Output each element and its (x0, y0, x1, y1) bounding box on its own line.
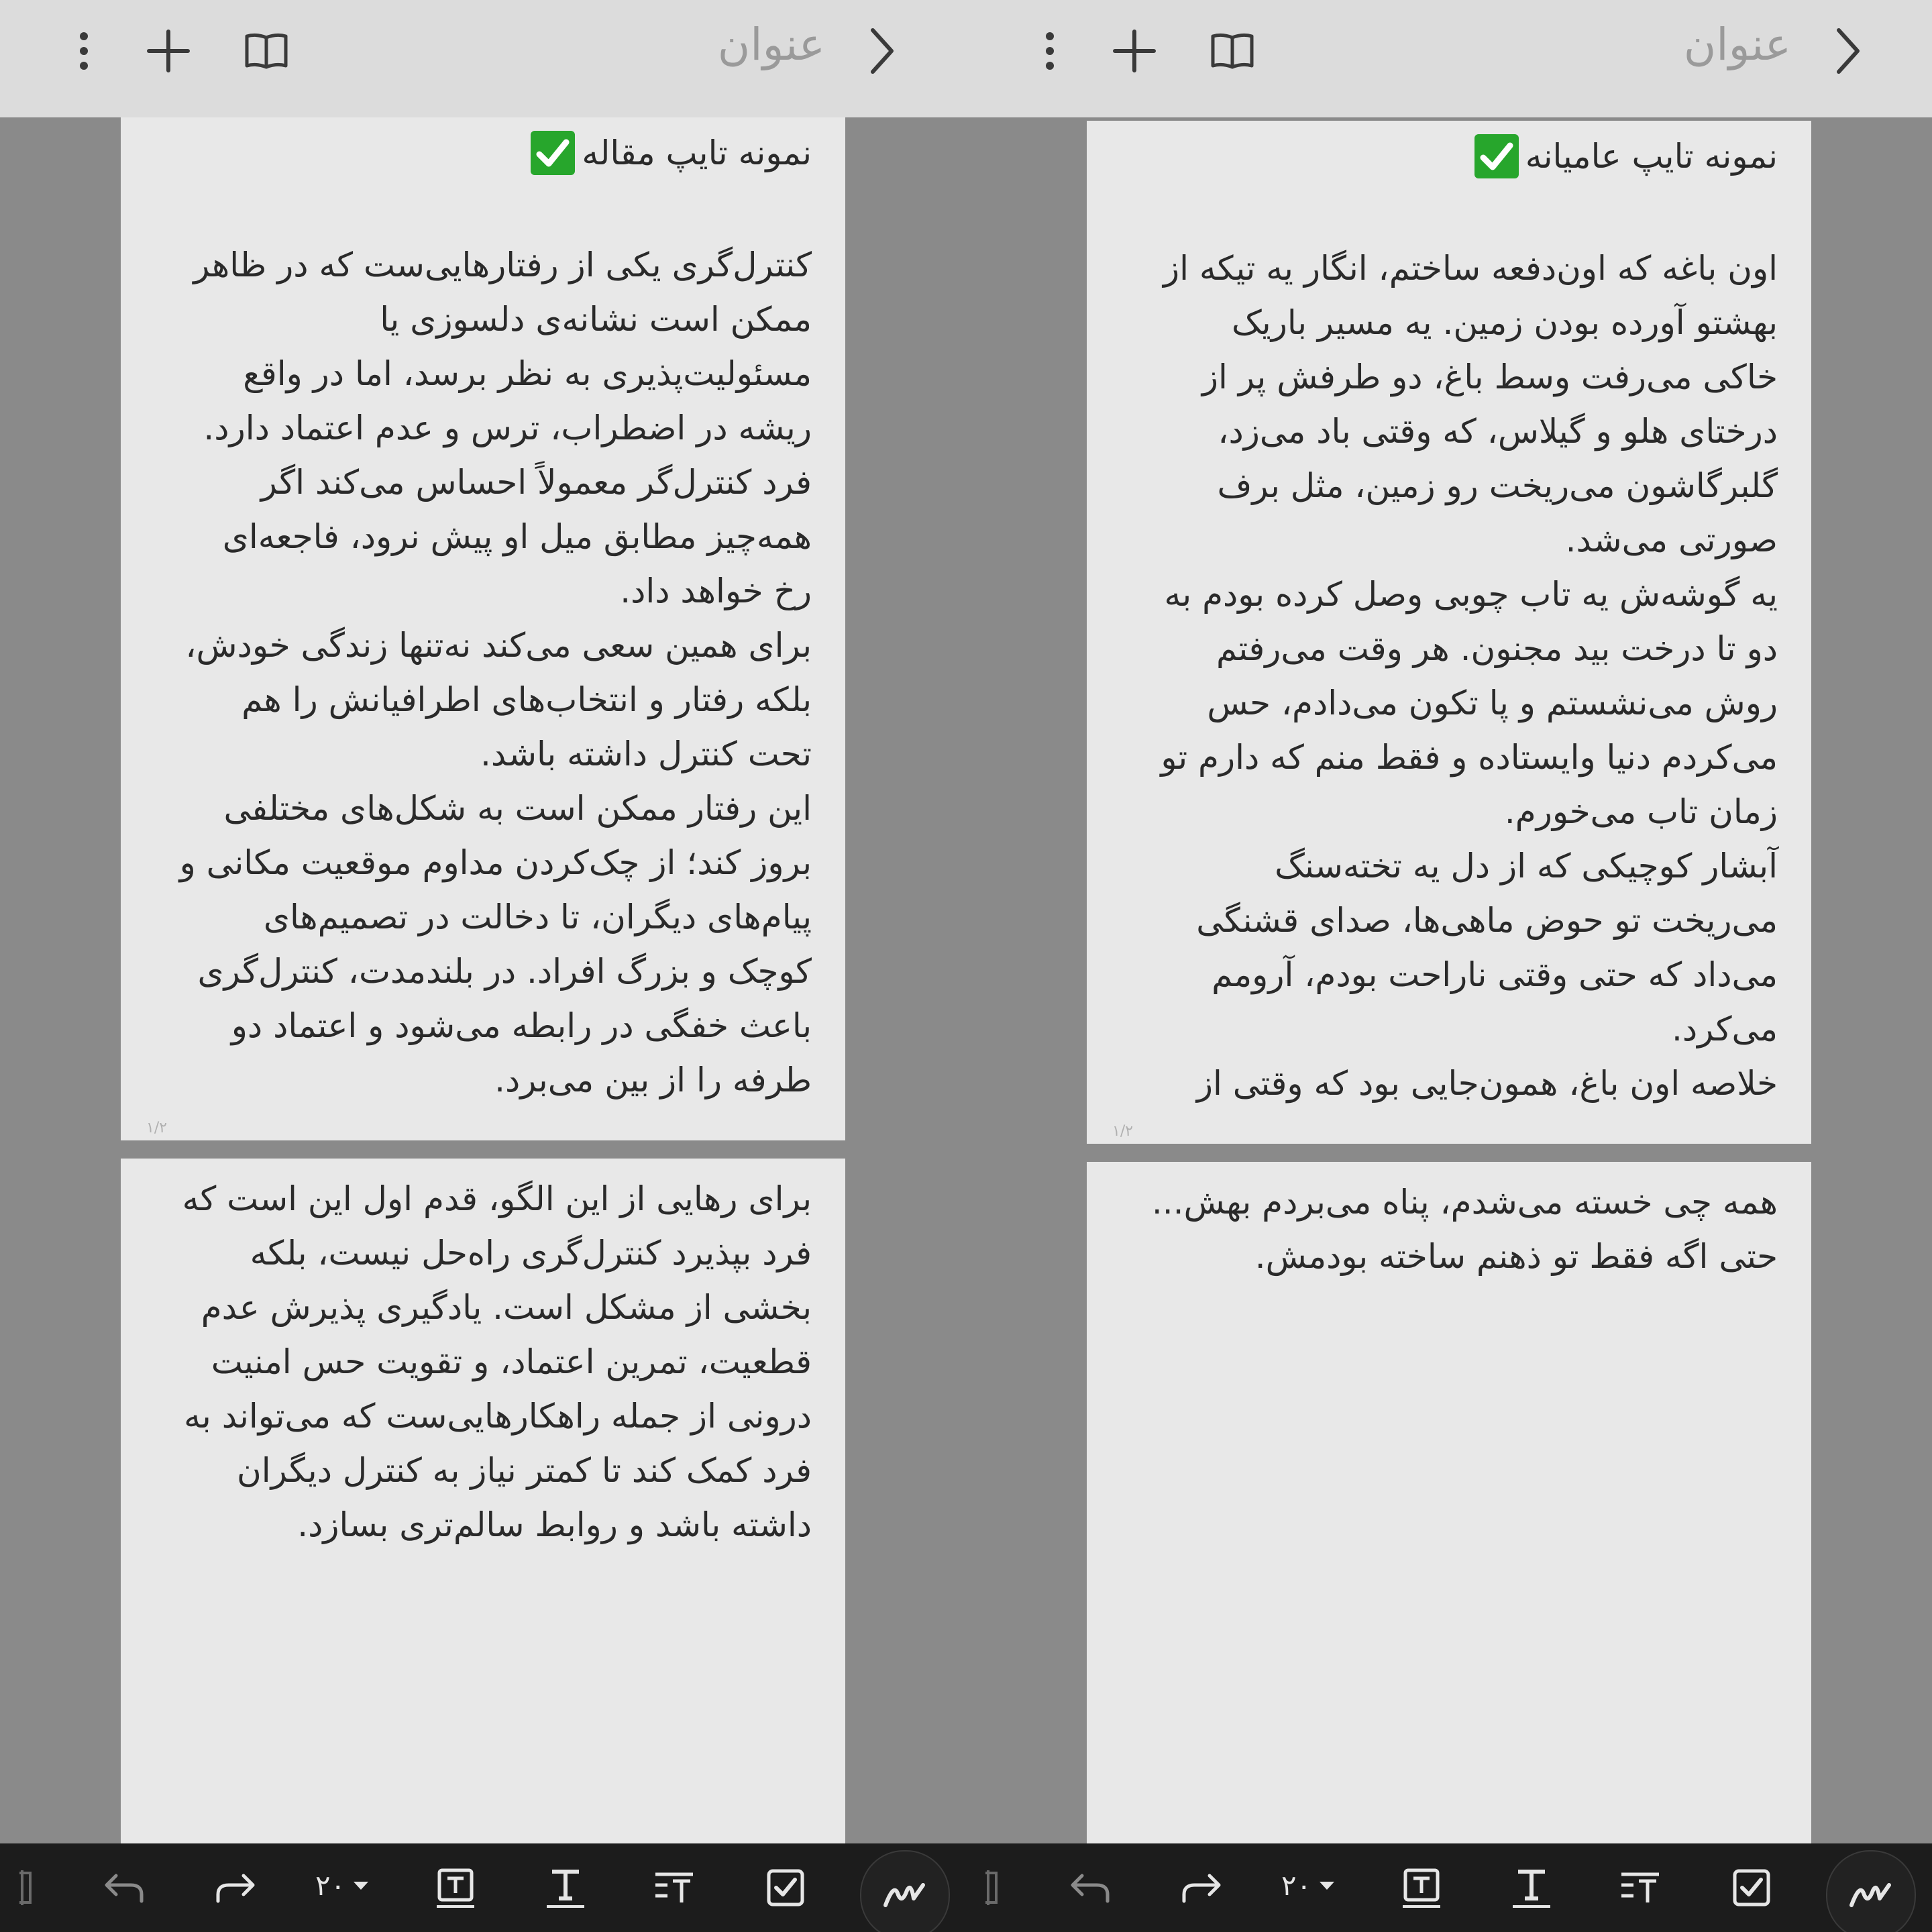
document-title[interactable]: عنوان (1683, 19, 1791, 70)
text-line: بخشی از مشکل است. یادگیری پذیرش عدم (201, 1288, 812, 1327)
document-page-2[interactable] (121, 1159, 845, 1843)
text-line: ریشه در اضطراب، ترس و عدم اعتماد دارد. (203, 409, 812, 447)
text-box-icon[interactable] (432, 1866, 479, 1909)
more-vertical-icon[interactable] (1040, 27, 1060, 75)
text-wrap-icon[interactable] (651, 1866, 698, 1909)
page-number: ۱/۲ (1112, 1123, 1134, 1140)
check-mark-icon (531, 131, 575, 175)
undo-icon[interactable] (1067, 1866, 1114, 1909)
chevron-right-icon[interactable] (865, 27, 899, 75)
text-line: رخ خواهد داد. (620, 572, 812, 610)
text-line: یه گوشه‌ش یه تاب چوبی وصل کرده بودم به (1164, 575, 1778, 614)
text-line: اون باغه که اون‌دفعه ساختم، انگار یه تیکه از (1163, 249, 1778, 288)
pen-icon (1847, 1878, 1894, 1912)
text-line: بهشتو آورده بودن زمین. یه مسیر باریک (1232, 303, 1778, 342)
document-page-2[interactable] (1087, 1162, 1811, 1843)
text-line: می‌داد که حتی وقتی ناراحت بودم، آرومم (1212, 955, 1778, 994)
caret-down-icon (1318, 1880, 1336, 1891)
redo-icon[interactable] (212, 1866, 259, 1909)
text-line: این رفتار ممکن است به شکل‌های مختلفی (223, 789, 812, 828)
font-size-select[interactable] (1281, 1869, 1336, 1902)
text-line: ممکن است نشانه‌ی دلسوزی یا (380, 300, 812, 339)
pen-tool-button[interactable] (1826, 1850, 1916, 1932)
pen-icon (881, 1878, 928, 1912)
text-line: کنترل‌گری یکی از رفتارهایی‌ست که در ظاهر (193, 246, 812, 284)
text-line: بروز کند؛ از چک‌کردن مداوم موقعیت مکانی و (179, 843, 812, 882)
text-line: صورتی می‌شد. (1565, 521, 1778, 559)
text-line: تحت کنترل داشته باشد. (480, 735, 812, 773)
text-line: درختای هلو و گیلاس، که وقتی باد می‌زد، (1218, 412, 1778, 451)
page-number: ۱/۲ (146, 1120, 168, 1136)
text-line: می‌ریخت تو حوض ماهی‌ها، صدای قشنگی (1196, 901, 1778, 940)
text-line: مسئولیت‌پذیری به نظر برسد، اما در واقع (243, 354, 812, 393)
text-line: فرد کنترل‌گر معمولاً احساس می‌کند اگر (260, 463, 812, 502)
text-line: همه چی خسته می‌شدم، پناه می‌بردم بهش... (1151, 1183, 1778, 1222)
text-line: کوچک و بزرگ افراد. در بلندمدت، کنترل‌گری (197, 952, 812, 991)
plus-icon[interactable] (145, 27, 192, 75)
pen-tool-button[interactable] (860, 1850, 950, 1932)
book-icon[interactable] (243, 27, 290, 75)
page-body-text (180, 238, 812, 1108)
text-line: برای رهایی از این الگو، قدم اول این است که (182, 1179, 812, 1218)
page-heading (531, 131, 812, 175)
text-line: بلکه رفتار و انتخاب‌های اطرافیانش را هم (241, 680, 812, 719)
heading-text: نمونه تایپ عامیانه (1525, 137, 1778, 176)
plus-icon[interactable] (1111, 27, 1158, 75)
document-page-1[interactable] (121, 117, 845, 1140)
text-line: می‌کردم دنیا وایستاده و فقط منم که دارم تو (1161, 738, 1778, 777)
text-line: قطعیت، تمرین اعتماد، و تقویت حس امنیت (211, 1342, 812, 1381)
text-line: درونی از جمله راهکارهایی‌ست که می‌تواند به (184, 1397, 812, 1436)
text-line: گلبرگاشون می‌ریخت رو زمین، مثل برف (1217, 466, 1778, 505)
font-size-select[interactable] (315, 1869, 370, 1902)
text-line: می‌کرد. (1671, 1010, 1778, 1049)
caret-down-icon (352, 1880, 370, 1891)
text-line: زمان تاب می‌خورم. (1504, 792, 1778, 831)
top-bar (0, 0, 966, 117)
chevron-right-icon[interactable] (1831, 27, 1865, 75)
text-icon[interactable] (542, 1866, 589, 1909)
text-line: فرد کمک کند تا کمتر نیاز به کنترل دیگران (236, 1451, 812, 1490)
drag-handle-icon[interactable] (978, 1866, 1005, 1909)
text-box-icon[interactable] (1398, 1866, 1445, 1909)
text-line: دو تا درخت بید مجنون. هر وقت می‌رفتم (1216, 629, 1778, 668)
bottom-toolbar (966, 1843, 1932, 1932)
text-line: حتی اگه فقط تو ذهنم ساخته بودمش. (1254, 1237, 1778, 1276)
text-line: روش می‌نشستم و پا تکون می‌دادم، حس (1207, 684, 1778, 722)
drag-handle-icon[interactable] (12, 1866, 39, 1909)
redo-icon[interactable] (1178, 1866, 1225, 1909)
top-bar (966, 0, 1932, 117)
text-line: فرد بپذیرد کنترل‌گری راه‌حل نیست، بلکه (250, 1234, 812, 1273)
text-wrap-icon[interactable] (1617, 1866, 1664, 1909)
font-size-value: ۲۰ (1281, 1869, 1312, 1902)
page-body-text (182, 1172, 812, 1552)
page-body-text (1152, 1175, 1778, 1284)
text-line: برای همین سعی می‌کند نه‌تنها زندگی خودش، (185, 626, 812, 665)
text-line: باعث خفگی در رابطه می‌شود و اعتماد دو (231, 1006, 812, 1045)
text-line: خلاصه اون باغ، همون‌جایی بود که وقتی از (1196, 1064, 1778, 1103)
text-line: طرفه را از بین می‌برد. (494, 1061, 812, 1099)
undo-icon[interactable] (101, 1866, 148, 1909)
book-icon[interactable] (1209, 27, 1256, 75)
heading-text: نمونه تایپ مقاله (582, 133, 812, 172)
text-line: داشته باشد و روابط سالم‌تری بسازد. (297, 1505, 812, 1544)
document-page-1[interactable] (1087, 121, 1811, 1144)
editor-panel-right (966, 0, 1932, 1932)
page-heading (1474, 134, 1778, 178)
font-size-value: ۲۰ (315, 1869, 346, 1902)
checkbox-icon[interactable] (1728, 1866, 1775, 1909)
text-line: آبشار کوچیکی که از دل یه تخته‌سنگ (1275, 847, 1778, 885)
checkbox-icon[interactable] (762, 1866, 809, 1909)
text-icon[interactable] (1508, 1866, 1555, 1909)
document-title[interactable]: عنوان (717, 19, 825, 70)
bottom-toolbar (0, 1843, 966, 1932)
text-line: خاکی می‌رفت وسط باغ، دو طرفش پر از (1201, 358, 1778, 396)
more-vertical-icon[interactable] (74, 27, 94, 75)
page-body-text (1161, 241, 1778, 1111)
text-line: همه‌چیز مطابق میل او پیش نرود، فاجعه‌ای (222, 517, 812, 556)
text-line: پیام‌های دیگران، تا دخالت در تصمیم‌های (263, 898, 812, 936)
check-mark-icon (1474, 134, 1519, 178)
